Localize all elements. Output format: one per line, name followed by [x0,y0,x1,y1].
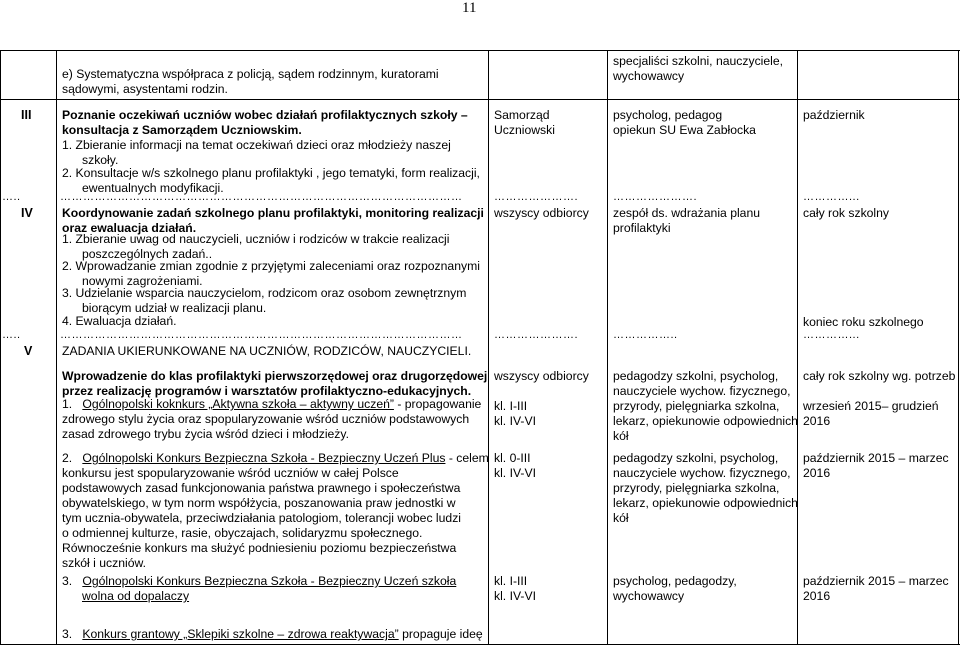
row-iv-title: Koordynowanie zadań szkolnego planu profilaktyki, monitoring realizacji oraz ewaluacja działań. [62,206,484,235]
separator-dots: ….. [2,329,21,341]
row-v-intro: Wprowadzenie do klas profilaktyki pierwszorzędowej oraz drugorzędowej przez realizację programów i warsztatów profilaktyczno-edukacyjnych. [62,369,488,398]
separator-dots: ….. [2,191,21,203]
separator-dots: …………... [803,191,860,203]
row-divider-e [0,99,960,100]
col-divider-6 [958,50,959,645]
col-divider-5 [797,50,798,645]
program-3-deadline: październik 2015 – marzec 2016 [803,574,949,603]
row-iii-item-1: 1. Zbieranie informacji na temat oczekiwań dzieci oraz młodzieży naszej szkoły. [62,138,451,167]
col-divider-4 [607,50,608,645]
row-iii-title: Poznanie oczekiwań uczniów wobec działań profilaktycznych szkoły – konsultacja z Samorządem Uczniowskim. [62,108,468,137]
program-2-title: Ogólnopolski Konkurs Bezpieczna Szkoła - Bezpieczny Uczeń Plus [82,451,446,465]
row-iv-deadline-start: cały rok szkolny [803,206,890,220]
row-iii-partner: Samorząd Uczniowski [494,108,555,137]
col-divider-1 [0,50,1,645]
row-iii-responsible: psycholog, pedagog opiekun SU Ewa Zabłocka [613,108,756,137]
table-top-border [0,50,960,51]
row-v-number: V [24,344,33,358]
row-iii-item-2: 2. Konsultacje w/s szkolnego planu profilaktyki , jego tematyki, form realizacji, ewentualnych modyfikacji. [62,166,480,195]
col-divider-2 [56,50,57,645]
row-iv-partner: wszyscy odbiorcy [494,206,589,220]
row-iii-number: III [21,108,32,122]
row-iv-item-4: 4. Ewaluacja działań. [62,314,177,328]
page-number: 11 [462,0,477,16]
program-3-title: Ogólnopolski Konkurs Bezpieczna Szkoła - Bezpieczny Uczeń szkoła [82,574,457,588]
row-iv-item-3: 3. Udzielanie wsparcia nauczycielom, rodzicom oraz osobom zewnętrznym biorącym udział w realizacji planu. [62,286,467,315]
row-iv-number: IV [21,206,33,220]
row-iv-item-1: 1. Zbieranie uwag od nauczycieli, uczniów i rodziców w trakcie realizacji poszczególnych zadań.. [62,232,450,261]
program-1-classes: wszyscy odbiorcy kl. I-III kl. IV-VI [494,369,589,428]
program-2-classes: kl. 0-III kl. IV-VI [494,451,536,480]
row-v-title: ZADANIA UKIERUNKOWANE NA UCZNIÓW, RODZICÓW, NAUCZYCIELI. [62,344,472,358]
separator-dots: …………….. [613,329,678,341]
row-e-text: e) Systematyczna współpraca z policją, sądem rodzinnym, kuratorami sądowymi, asystentami rodzin. [62,67,439,96]
separator-dots: …………………………………………………………………………………………… [60,191,463,203]
row-iv-responsible: zespół ds. wdrażania planu profilaktyki [613,206,761,235]
program-2-description: 2. Ogólnopolski Konkurs Bezpieczna Szkoła - Bezpieczny Uczeń Plus - celem konkursu jest spopularyzowanie wśród uczniów w całej Polsce podstawowych zasad funkcjonowania państwa prawnego i społeczeństwa obywatelskiego, w tym norm współżycia, poszanowania praw jednostki w tym ucznia-obywatela, przeciwdziałania patologiom, tolerancji wobec ludzi o odmiennej kulturze, rasie, obyczajach, solidaryzmu społecznego. Równocześnie konkurs ma służyć podniesieniu poziomu bezpieczeństwa szkół i uczniów. [62,451,489,570]
row-iv-item-2: 2. Wprowadzanie zmian zgodnie z przyjętymi zaleceniami oraz rozpoznanymi nowymi zagrożeniami. [62,259,480,288]
program-4-description: 3. Konkurs grantowy „Sklepiki szkolne – zdrowa reaktywacja” propaguje ideę [62,627,483,641]
row-iii-deadline: październik [803,108,865,122]
program-3-description: 3. Ogólnopolski Konkurs Bezpieczna Szkoła - Bezpieczny Uczeń szkoła wolna od dopalaczy [62,574,457,603]
program-1-title: Ogólnopolski koknkurs „Aktywna szkoła – aktywny uczeń” [82,397,394,411]
program-1-description: 1. Ogólnopolski koknkurs „Aktywna szkoła – aktywny uczeń” - propagowanie zdrowego stylu życia oraz spopularyzowanie wśród uczniów podstawowych zasad zdrowego trybu życia wśród dzieci i młodzieży. [62,397,482,441]
separator-dots: …………………. [494,191,579,203]
program-3-responsible: psycholog, pedagodzy, wychowawcy [613,574,737,603]
separator-dots: …………………………………………………………………………………………… [60,329,463,341]
program-2-responsible: pedagodzy szkolni, psycholog, nauczyciele wychow. fizycznego, przyrody, pielęgniarka szkolna, lekarz, opiekunowie odpowiednich kół [613,451,798,525]
program-1-deadline: cały rok szkolny wg. potrzeb wrzesień 2015– grudzień 2016 [803,369,956,428]
program-2-deadline: październik 2015 – marzec 2016 [803,451,949,480]
program-1-responsible: pedagodzy szkolni, psycholog, nauczyciele wychow. fizycznego, przyrody, pielęgniarka szkolna, lekarz, opiekunowie odpowiednich kół [613,369,798,443]
row-iv-deadline-end: koniec roku szkolnego [803,315,924,329]
separator-dots: …………………. [613,191,698,203]
row-e-responsible: specjaliści szkolni, nauczyciele, wychowawcy [613,54,784,83]
separator-dots: …………………. [494,329,579,341]
program-3-classes: kl. I-III kl. IV-VI [494,574,536,603]
separator-dots: …………... [803,329,860,341]
